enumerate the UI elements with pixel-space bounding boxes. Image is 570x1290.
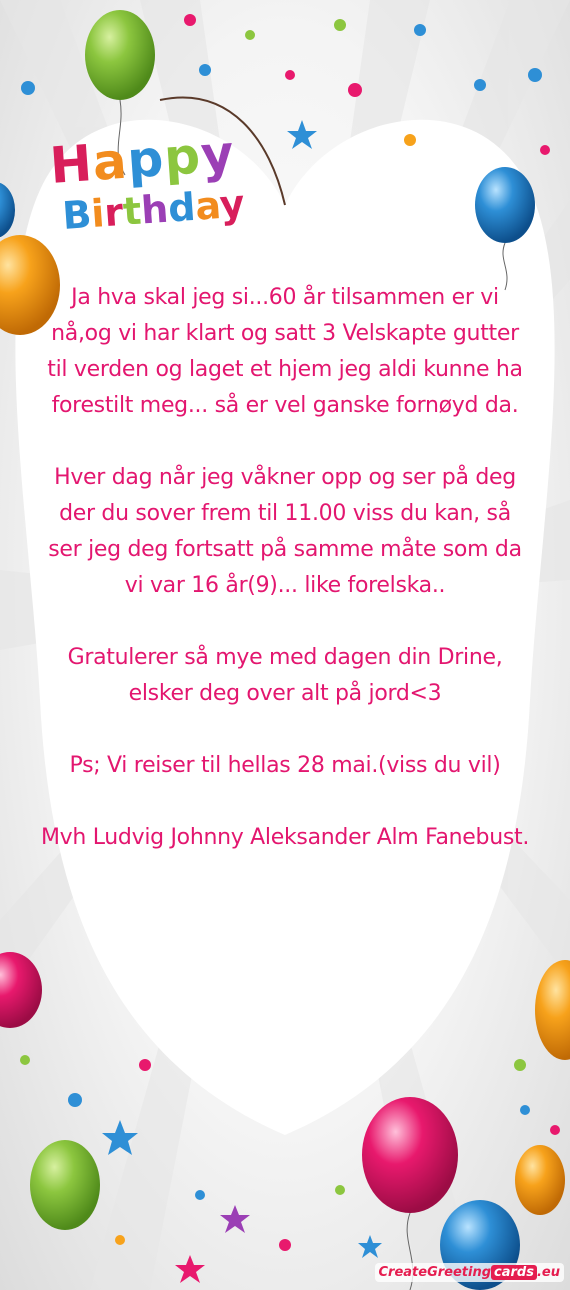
logo-letter: y <box>198 124 237 185</box>
logo-letter: i <box>89 191 106 236</box>
logo-letter: a <box>193 183 222 229</box>
message-paragraph: Ps; Vi reiser til hellas 28 mai.(viss du vil) <box>69 753 501 778</box>
watermark-part: .eu <box>536 1265 560 1280</box>
logo-letter: h <box>139 186 170 233</box>
message-paragraph: Ja hva skal jeg si...60 år tilsammen er vi nå,og vi har klart og satt 3 Velskapte gutter til verden og laget et hjem jeg aldi kunne ha forestilt meg... så er vel ganske fornøyd da. <box>47 285 523 418</box>
logo-letter: d <box>166 184 197 231</box>
logo-letter: t <box>121 188 143 234</box>
logo-letter: a <box>90 131 130 193</box>
logo-letter: H <box>48 134 95 195</box>
logo-letter: p <box>125 129 167 190</box>
logo-letter: p <box>162 126 203 188</box>
balloon-green-bottom-icon <box>30 1140 100 1230</box>
happy-birthday-logo <box>48 124 262 258</box>
watermark-part: CreateGreeting <box>378 1265 492 1280</box>
message-paragraph: Gratulerer så mye med dagen din Drine, elsker deg over alt på jord<3 <box>67 645 503 706</box>
site-watermark[interactable] <box>375 1263 564 1282</box>
balloon-blue-right-icon <box>475 167 535 290</box>
balloon-orange-right-icon <box>535 960 570 1060</box>
watermark-part: cards <box>491 1265 537 1280</box>
logo-letter: y <box>218 181 247 228</box>
message-signature: Mvh Ludvig Johnny Aleksander Alm Fanebust. <box>40 825 530 850</box>
balloon-pink-left-icon <box>0 952 42 1028</box>
logo-letter: r <box>102 189 125 236</box>
greeting-message <box>40 280 530 892</box>
logo-letter: B <box>60 192 93 238</box>
message-paragraph: Hver dag når jeg våkner opp og ser på deg der du sover frem til 11.00 viss du kan, så ser jeg deg fortsatt på samme måte som da vi var 16 år(9)... like forelska.. <box>48 465 522 598</box>
